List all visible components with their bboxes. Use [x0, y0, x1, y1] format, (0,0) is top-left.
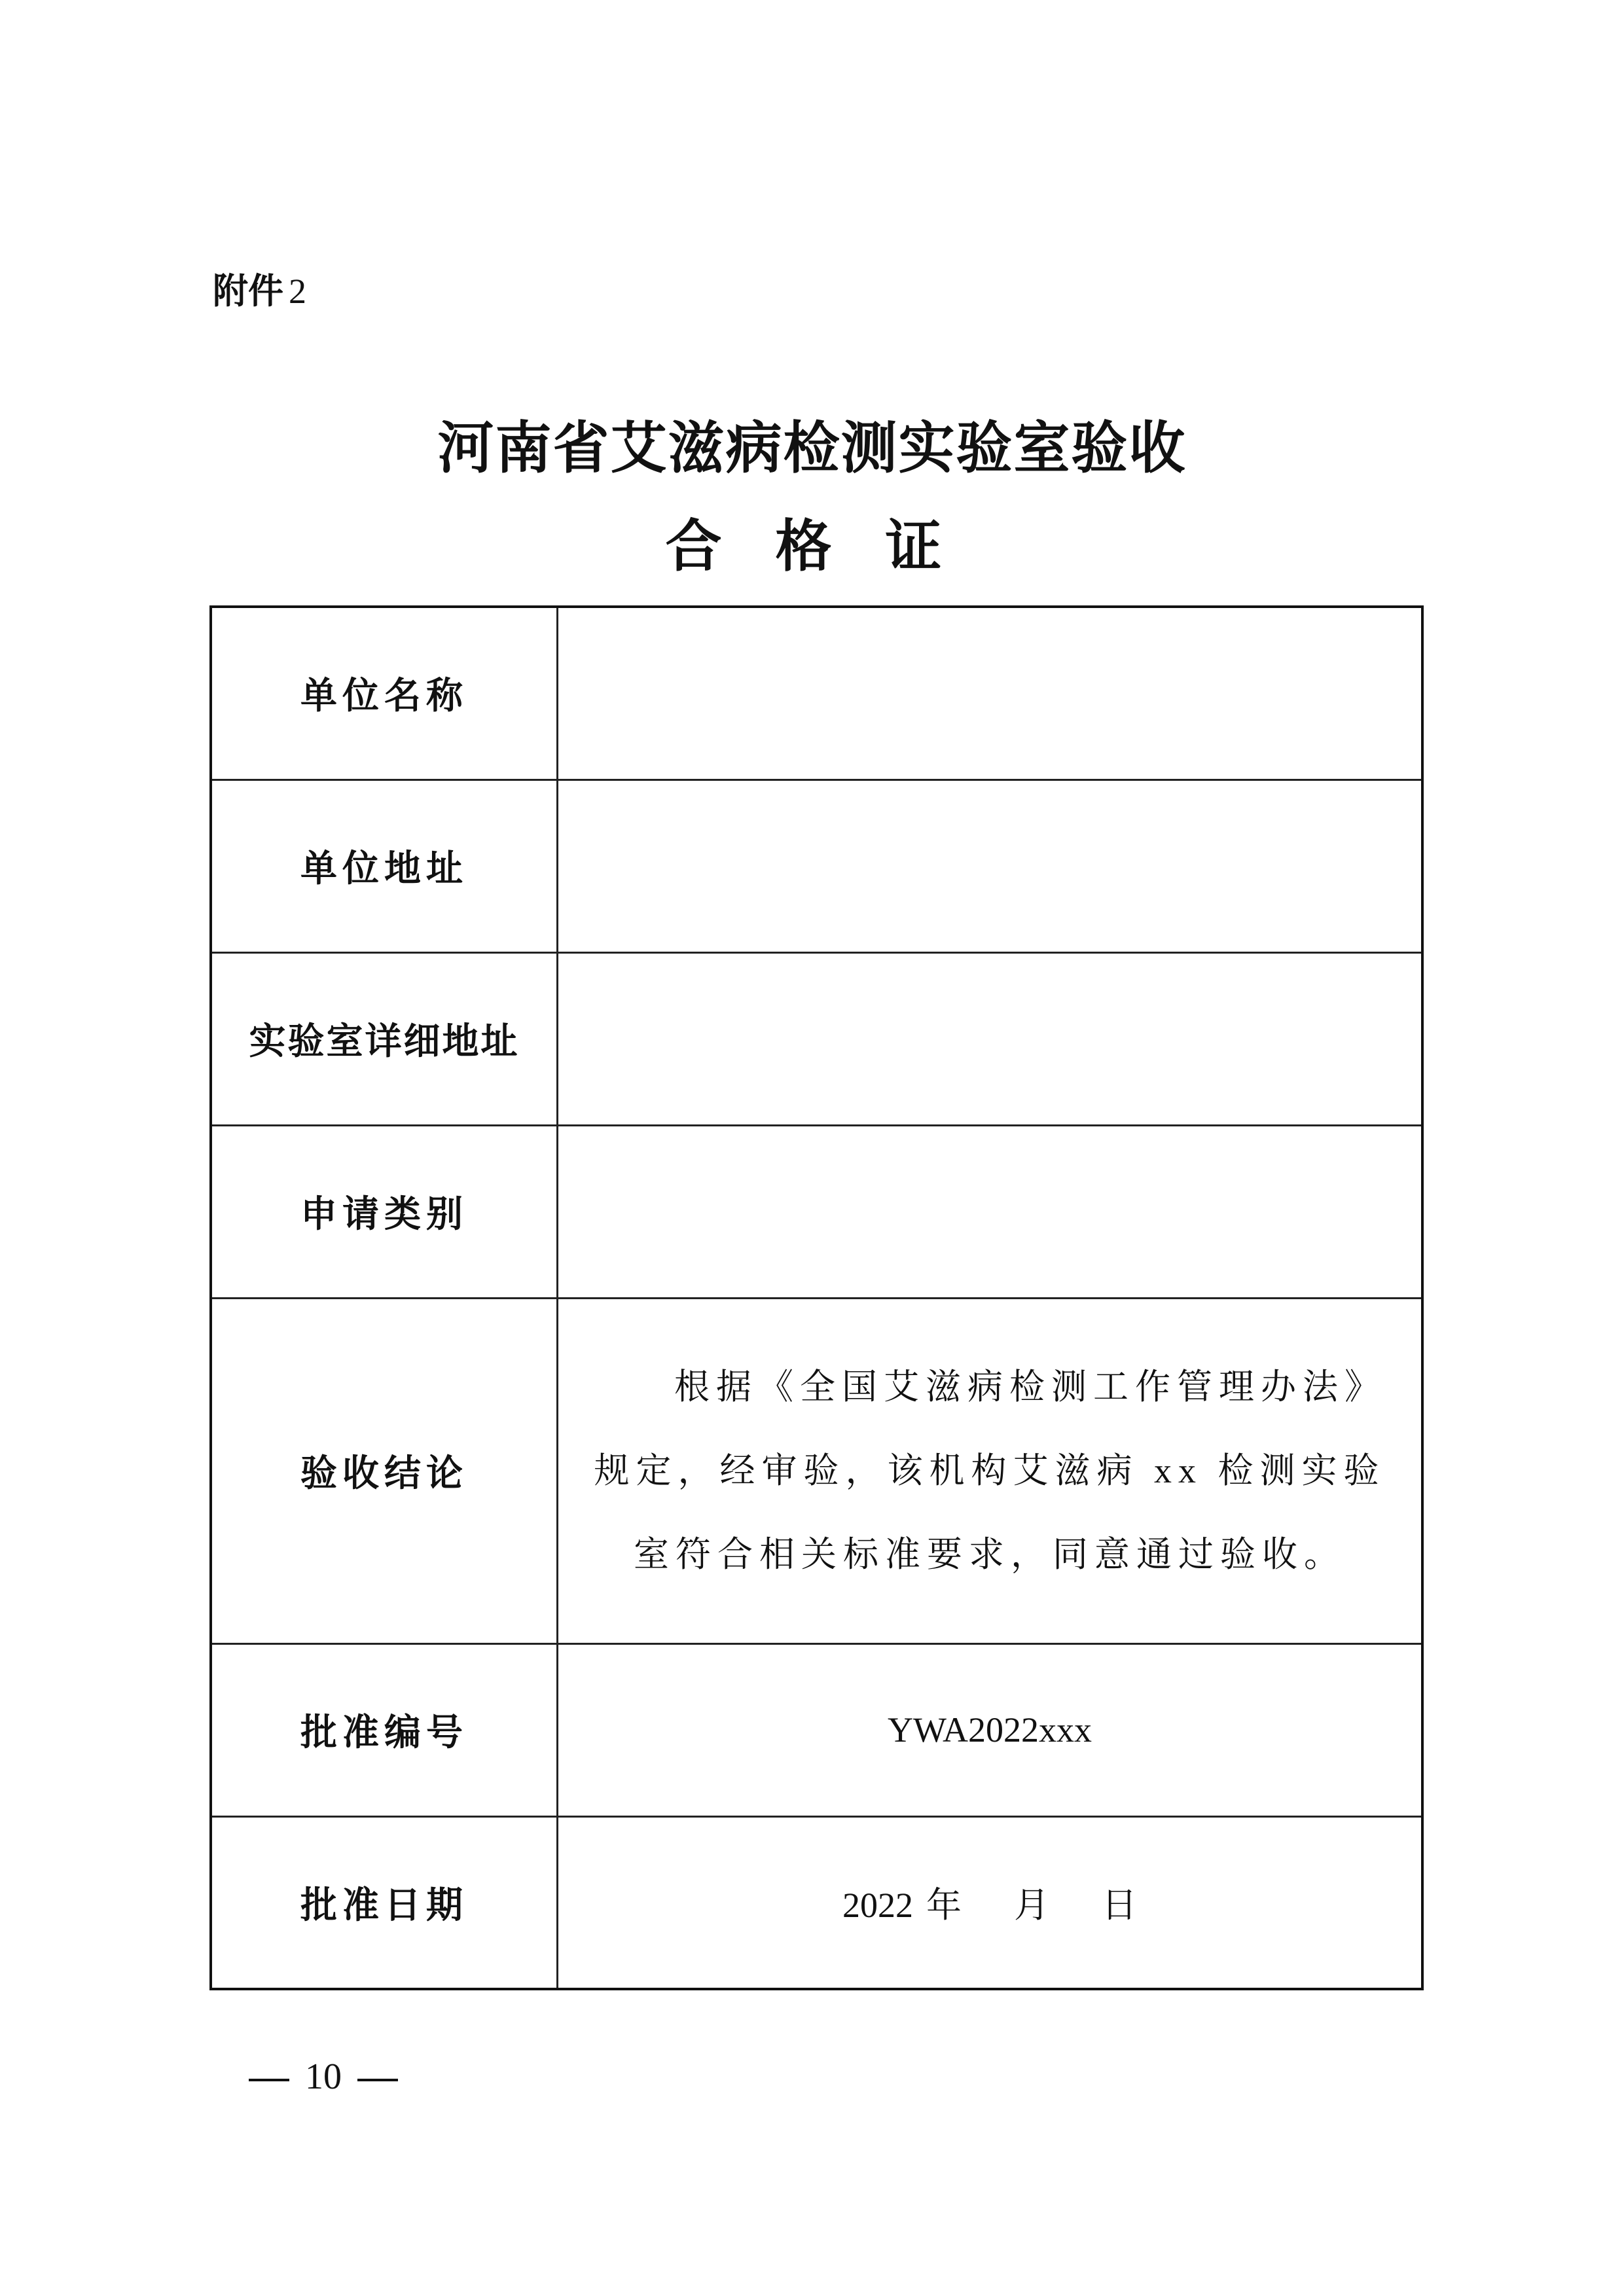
document-subtitle: 合 格 证	[665, 514, 959, 579]
lab-address-label: 实验室详细地址	[211, 952, 558, 1125]
page-dash-left	[249, 2079, 289, 2081]
certificate-table	[209, 605, 1424, 1990]
unit-address-label: 单位地址	[211, 780, 558, 952]
category-value	[558, 1125, 1423, 1298]
approval-date-label: 批准日期	[211, 1816, 558, 1989]
conclusion-text: 根据《全国艾滋病检测工作管理办法》规定，经审验，该机构艾滋病 xx 检测实验室符合相关标准要求，同意通过验收。	[594, 1367, 1386, 1574]
conclusion-value	[558, 1298, 1423, 1643]
attachment-label	[213, 268, 306, 314]
table-row-approval-date	[211, 1816, 1422, 1989]
category-label: 申请类别	[211, 1125, 558, 1298]
attachment-number: 2	[289, 272, 306, 311]
attachment-text: 附件	[213, 270, 283, 312]
unit-address-value	[558, 780, 1423, 952]
year-unit: 年	[926, 1884, 962, 1926]
lab-address-value	[558, 952, 1423, 1125]
table-row-unit-address	[211, 780, 1422, 952]
approval-date-value	[558, 1816, 1423, 1989]
day-unit: 日	[1102, 1884, 1137, 1926]
approval-no-label: 批准编号	[211, 1643, 558, 1816]
page-number	[249, 2054, 398, 2100]
table-row-lab-address	[211, 952, 1422, 1125]
conclusion-label: 验收结论	[211, 1298, 558, 1643]
month-unit: 月	[1014, 1884, 1049, 1926]
table-row-category	[211, 1125, 1422, 1298]
table-row-approval-no	[211, 1643, 1422, 1816]
approval-year: 2022	[842, 1886, 913, 1926]
table-row-unit-name	[211, 607, 1422, 780]
page-dash-right	[357, 2079, 398, 2081]
table-row-conclusion	[211, 1298, 1422, 1643]
page-number-text: 10	[305, 2056, 342, 2097]
approval-no-value: YWA2022xxx	[558, 1643, 1423, 1816]
document-title: 河南省艾滋病检测实验室验收	[437, 416, 1187, 481]
unit-name-label: 单位名称	[211, 607, 558, 780]
unit-name-value	[558, 607, 1423, 780]
